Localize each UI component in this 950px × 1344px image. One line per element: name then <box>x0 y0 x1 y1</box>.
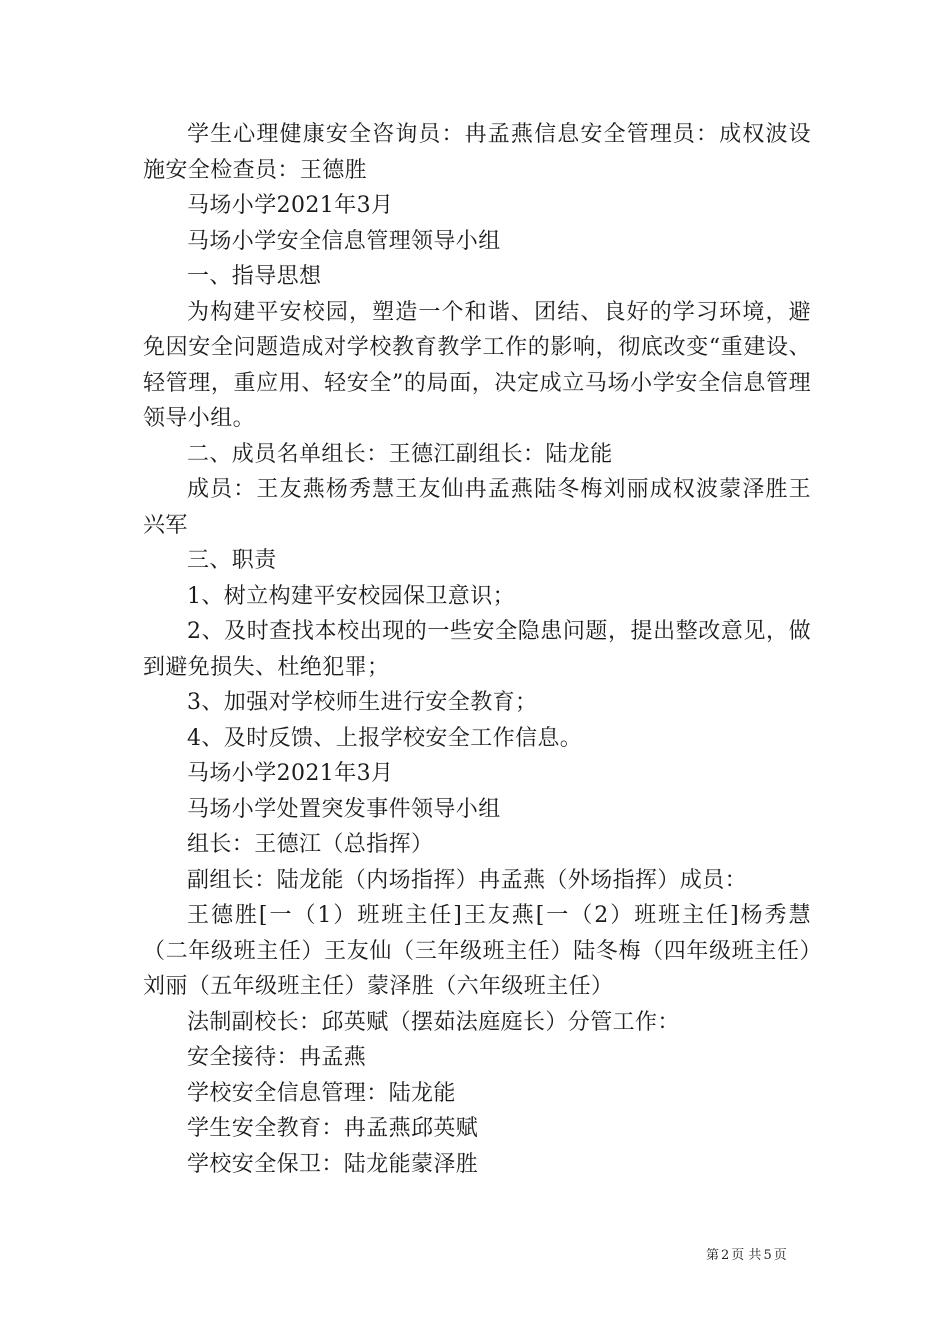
footer-current-page: 2 <box>721 1248 730 1263</box>
assignment-reception: 安全接待：冉孟燕 <box>187 1045 367 1070</box>
assignment-info-management: 学校安全信息管理：陆龙能 <box>187 1080 456 1106</box>
page-number-footer <box>705 1244 788 1263</box>
document-body <box>143 117 811 1182</box>
footer-prefix: 第 <box>706 1248 720 1263</box>
duty-item-4: 4、及时反馈、上报学校安全工作信息。 <box>187 725 583 751</box>
section-title-emergency-group: 马场小学处置突发事件领导小组 <box>187 796 501 822</box>
paragraph-deputy-leaders: 副组长：陆龙能（内场指挥）冉孟燕（外场指挥）成员： <box>187 867 748 893</box>
section-title-info-group: 马场小学安全信息管理领导小组 <box>187 228 501 254</box>
footer-total-pages: 5 <box>763 1248 772 1263</box>
paragraph-leader: 组长：王德江（总指挥） <box>187 832 434 857</box>
footer-suffix: 页 <box>773 1248 787 1263</box>
duty-item-3: 3、加强对学校师生进行安全教育； <box>187 690 538 715</box>
paragraph-members: 成员：王友燕杨秀慧王友仙冉孟燕陆冬梅刘丽成权波蒙泽胜王兴军 <box>143 477 811 538</box>
footer-mid: 页 共 <box>731 1248 762 1263</box>
paragraph-date-2: 马场小学2021年3月 <box>187 761 394 786</box>
paragraph-date: 马场小学2021年3月 <box>187 193 394 218</box>
duty-item-2: 2、及时查找本校出现的一些安全隐患问题，提出整改意见，做到避免损失、杜绝犯罪； <box>143 619 811 680</box>
assignment-safety-education: 学生安全教育：冉孟燕邱英赋 <box>187 1116 479 1141</box>
paragraph-class-teachers: 王德胜[一（1）班班主任]王友燕[一（2）班班主任]杨秀慧（二年级班主任）王友仙（三年级班主任）陆冬梅（四年级班主任）刘丽（五年级班主任）蒙泽胜（六年级班主任） <box>143 903 811 999</box>
heading-duties: 三、职责 <box>187 548 277 573</box>
paragraph-legal-vice-principal: 法制副校长：邱英赋（摆茹法庭庭长）分管工作： <box>187 1009 680 1035</box>
assignment-security: 学校安全保卫：陆龙能蒙泽胜 <box>187 1151 479 1177</box>
paragraph-safety-staff: 学生心理健康安全咨询员：冉孟燕信息安全管理员：成权波设施安全检查员：王德胜 <box>143 122 811 183</box>
paragraph-guiding-thought: 为构建平安校园，塑造一个和谐、团结、良好的学习环境，避免因安全问题造成对学校教育教学工作的影响，彻底改变“重建设、轻管理，重应用、轻安全”的局面，决定成立马场小学安全信息管理领导小组。 <box>143 299 811 431</box>
heading-member-list: 二、成员名单组长：王德江副组长：陆龙能 <box>187 441 613 467</box>
duty-item-1: 1、树立构建平安校园保卫意识； <box>187 583 515 609</box>
heading-guiding-thought: 一、指导思想 <box>187 264 322 289</box>
